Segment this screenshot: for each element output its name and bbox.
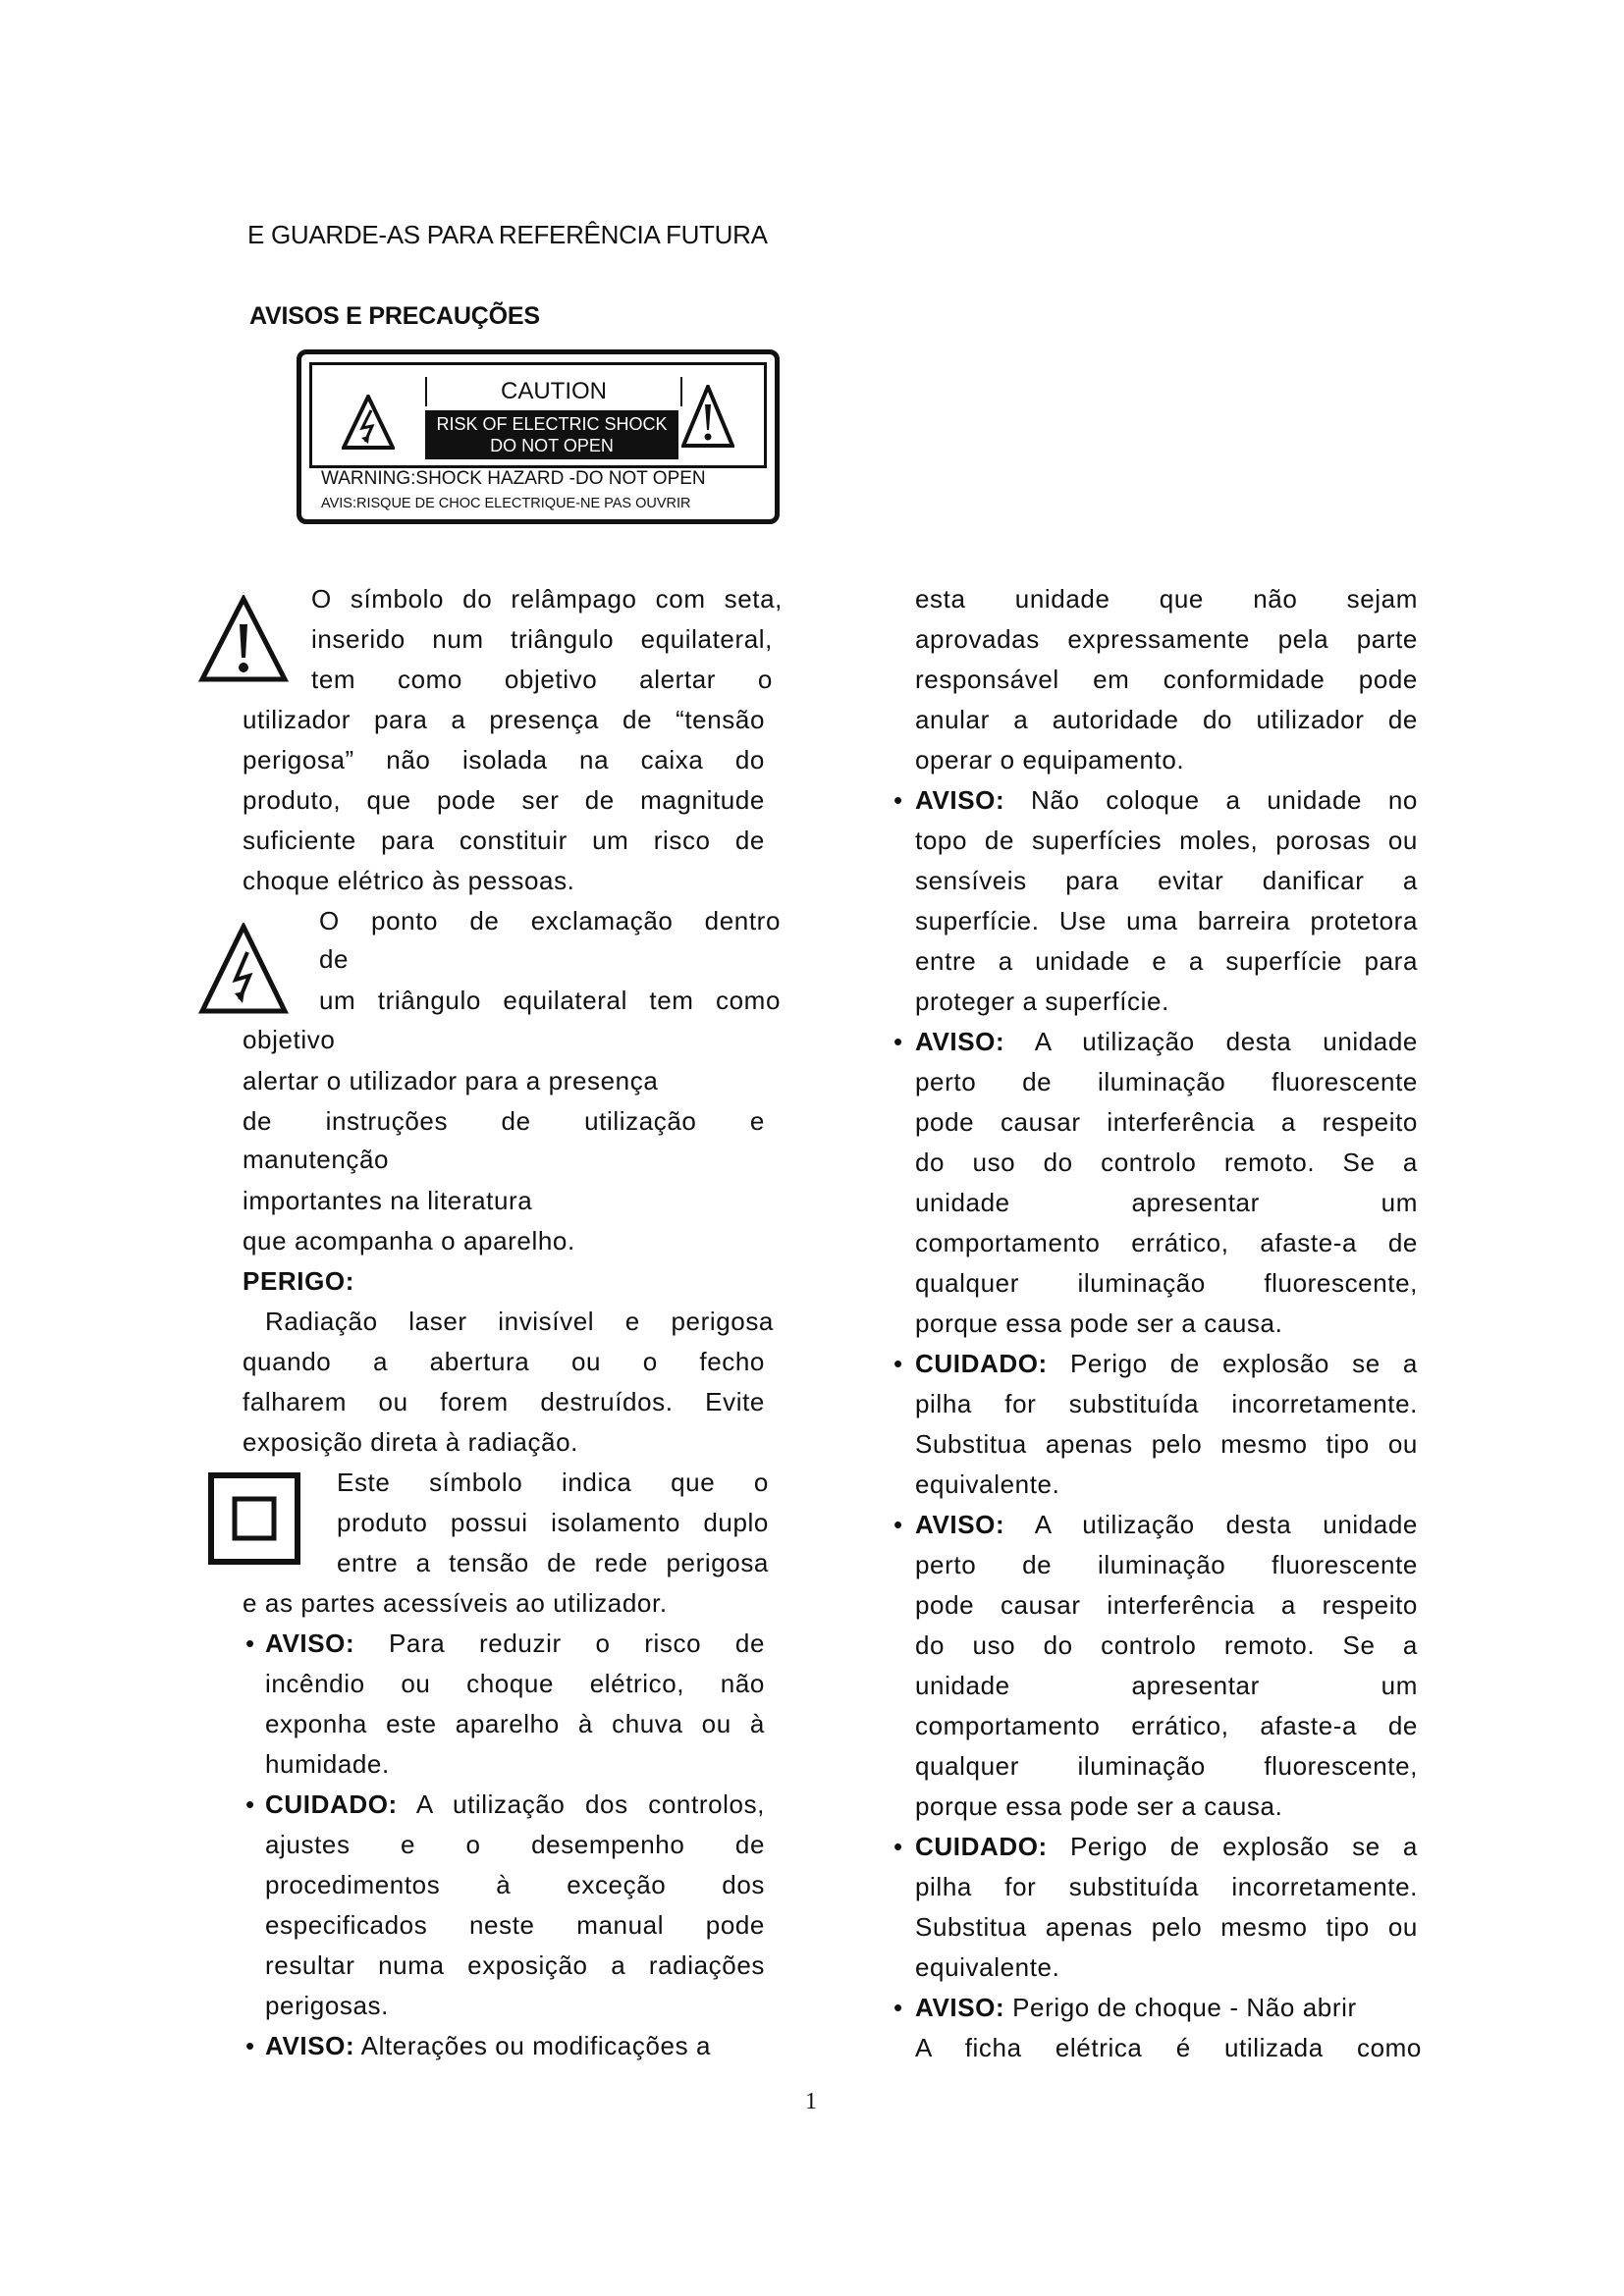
exclamation-triangle-icon <box>198 595 289 683</box>
aviso-label: AVISO: <box>915 1993 1005 2022</box>
r-bullet-line: superfície. Use uma barreira protetora <box>915 906 1418 935</box>
r-bullet-line: perto de iluminação fluorescente <box>915 1067 1418 1096</box>
bullet-dot: • <box>893 1027 903 1056</box>
perigo-line: quando a abertura ou o fecho <box>243 1347 765 1376</box>
bullet-text: Não coloque a unidade no <box>1004 785 1418 815</box>
document-header-line: E GUARDE-AS PARA REFERÊNCIA FUTURA <box>247 220 768 249</box>
bullet-dot: • <box>245 1629 255 1658</box>
r-bullet-line: qualquer iluminação fluorescente, <box>915 1268 1418 1298</box>
bullet-text: Perigo de choque - Não abrir <box>1004 1993 1357 2022</box>
perigo-line: falharem ou forem destruídos. Evite <box>243 1387 765 1416</box>
p3-line: entre a tensão de rede perigosa <box>337 1548 769 1577</box>
r-bullet-line: Substitua apenas pelo mesmo tipo ou <box>915 1912 1418 1942</box>
p1-line: O símbolo do relâmpago com seta, <box>311 584 783 614</box>
r-bullet-line: comportamento errático, afaste-a de <box>915 1228 1418 1257</box>
aviso-label: AVISO: <box>265 2031 355 2060</box>
r-bullet-line: proteger a superfície. <box>915 987 1169 1016</box>
bullet-dot: • <box>893 1510 903 1539</box>
caution-label-top-box <box>309 362 767 468</box>
bullet-text: A utilização desta unidade <box>1004 1027 1418 1056</box>
r-line: operar o equipamento. <box>915 745 1185 774</box>
double-insulation-icon <box>208 1472 300 1565</box>
r-bullet-line: unidade apresentar um <box>915 1671 1418 1700</box>
r-line: esta unidade que não sejam <box>915 584 1418 614</box>
page-number: 1 <box>805 2089 817 2114</box>
p2-line: de <box>319 944 350 974</box>
p2-line: objetivo <box>243 1025 336 1054</box>
bullet-line: perigosas. <box>265 1991 389 2020</box>
bullet-dot: • <box>893 1993 903 2022</box>
r-bullet-line: equivalente. <box>915 1952 1060 1982</box>
perigo-line: exposição direta à radiação. <box>243 1427 579 1457</box>
risk-line-2: DO NOT OPEN <box>490 436 614 455</box>
p1-line: produto, que pode ser de magnitude <box>243 785 765 815</box>
p3-line: produto possui isolamento duplo <box>337 1508 769 1537</box>
p3-line: Este símbolo indica que o <box>337 1468 769 1497</box>
caution-avis-text: AVIS:RISQUE DE CHOC ELECTRIQUE-NE PAS OUVRIR <box>321 496 691 511</box>
bullet-text: Para reduzir o risco de <box>354 1629 765 1658</box>
bullet-text: Alterações ou modificações a <box>354 2031 712 2060</box>
p1-line: inserido num triângulo equilateral, <box>311 624 773 654</box>
lightning-warning-icon <box>342 395 395 450</box>
r-bullet-line: do uso do controlo remoto. Se a <box>915 1148 1418 1177</box>
bullet-text: A utilização desta unidade <box>1004 1510 1418 1539</box>
r-bullet-line <box>915 1993 1357 2022</box>
p3-line: e as partes acessíveis ao utilizador. <box>243 1588 668 1618</box>
bullet-dot: • <box>245 1789 255 1819</box>
p2-line: manutenção <box>243 1145 390 1174</box>
r-bullet-line: entre a unidade e a superfície para <box>915 946 1418 976</box>
bullet-dot: • <box>893 785 903 815</box>
bullet-line: exponha este aparelho à chuva ou à <box>265 1709 765 1738</box>
bullet-text: Perigo de explosão se a <box>1047 1349 1418 1378</box>
cuidado-label: CUIDADO: <box>915 1832 1048 1861</box>
risk-line-1: RISK OF ELECTRIC SHOCK <box>436 414 668 434</box>
bullet-line: humidade. <box>265 1749 390 1779</box>
bullet-line: resultar numa exposição a radiações <box>265 1950 765 1980</box>
r-bullet-line: unidade apresentar um <box>915 1188 1418 1217</box>
p1-line: utilizador para a presença de “tensão <box>243 705 765 734</box>
bullet-line <box>265 2031 711 2060</box>
r-bullet-line: porque essa pode ser a causa. <box>915 1791 1283 1821</box>
p2-line: alertar o utilizador para a presença <box>243 1066 659 1095</box>
perigo-line: Radiação laser invisível e perigosa <box>265 1307 774 1336</box>
p2-line: que acompanha o aparelho. <box>243 1226 575 1255</box>
r-line: anular a autoridade do utilizador de <box>915 705 1418 734</box>
r-bullet-line: pilha for substituída incorretamente. <box>915 1872 1418 1901</box>
caution-label <box>297 349 780 524</box>
r-bullet-line: pilha for substituída incorretamente. <box>915 1389 1418 1418</box>
bullet-text: A utilização dos controlos, <box>397 1789 765 1819</box>
r-line: responsável em conformidade pode <box>915 665 1418 694</box>
exclamation-warning-icon <box>681 385 734 450</box>
bullet-line: procedimentos à exceção dos <box>265 1870 765 1899</box>
r-bullet-line: pode causar interferência a respeito <box>915 1590 1418 1620</box>
r-bullet-line: do uso do controlo remoto. Se a <box>915 1630 1418 1660</box>
p2-line: de instruções de utilização e <box>243 1106 765 1136</box>
r-bullet-line: sensíveis para evitar danificar a <box>915 866 1418 895</box>
bullet-text: Perigo de explosão se a <box>1047 1832 1418 1861</box>
section-title: AVISOS E PRECAUÇÕES <box>249 302 540 330</box>
aviso-label: AVISO: <box>915 1027 1005 1056</box>
p2-line: importantes na literatura <box>243 1186 533 1215</box>
p2-line: O ponto de exclamação dentro <box>319 906 781 935</box>
p1-line: choque elétrico às pessoas. <box>243 866 575 895</box>
cuidado-label: CUIDADO: <box>915 1349 1048 1378</box>
p1-line: perigosa” não isolada na caixa do <box>243 745 765 774</box>
p1-line: suficiente para constituir um risco de <box>243 826 765 855</box>
r-bullet-line: equivalente. <box>915 1469 1060 1499</box>
r-bullet-line: perto de iluminação fluorescente <box>915 1550 1418 1579</box>
caution-title: CAUTION <box>425 377 682 406</box>
r-bullet-line: pode causar interferência a respeito <box>915 1107 1418 1137</box>
bullet-line: especificados neste manual pode <box>265 1910 765 1940</box>
aviso-label: AVISO: <box>265 1629 355 1658</box>
r-bullet-line: A ficha elétrica é utilizada como <box>915 2033 1422 2062</box>
r-bullet-line: qualquer iluminação fluorescente, <box>915 1751 1418 1781</box>
perigo-label: PERIGO: <box>243 1266 354 1296</box>
p1-line: tem como objetivo alertar o <box>311 665 773 694</box>
lightning-triangle-icon <box>198 923 289 1015</box>
bullet-dot: • <box>245 2031 255 2060</box>
bullet-line: incêndio ou choque elétrico, não <box>265 1669 765 1698</box>
r-line: aprovadas expressamente pela parte <box>915 624 1418 654</box>
r-bullet-line: porque essa pode ser a causa. <box>915 1308 1283 1338</box>
r-bullet-line: comportamento errático, afaste-a de <box>915 1711 1418 1740</box>
bullet-dot: • <box>893 1832 903 1861</box>
risk-of-shock-banner <box>425 410 678 459</box>
aviso-label: AVISO: <box>915 785 1005 815</box>
r-bullet-line: Substitua apenas pelo mesmo tipo ou <box>915 1429 1418 1459</box>
bullet-dot: • <box>893 1349 903 1378</box>
r-bullet-line: topo de superfícies moles, porosas ou <box>915 826 1418 855</box>
cuidado-label: CUIDADO: <box>265 1789 398 1819</box>
caution-warning-text: WARNING:SHOCK HAZARD -DO NOT OPEN <box>321 468 706 489</box>
aviso-label: AVISO: <box>915 1510 1005 1539</box>
p2-line: um triângulo equilateral tem como <box>319 986 781 1015</box>
bullet-line: ajustes e o desempenho de <box>265 1830 765 1859</box>
